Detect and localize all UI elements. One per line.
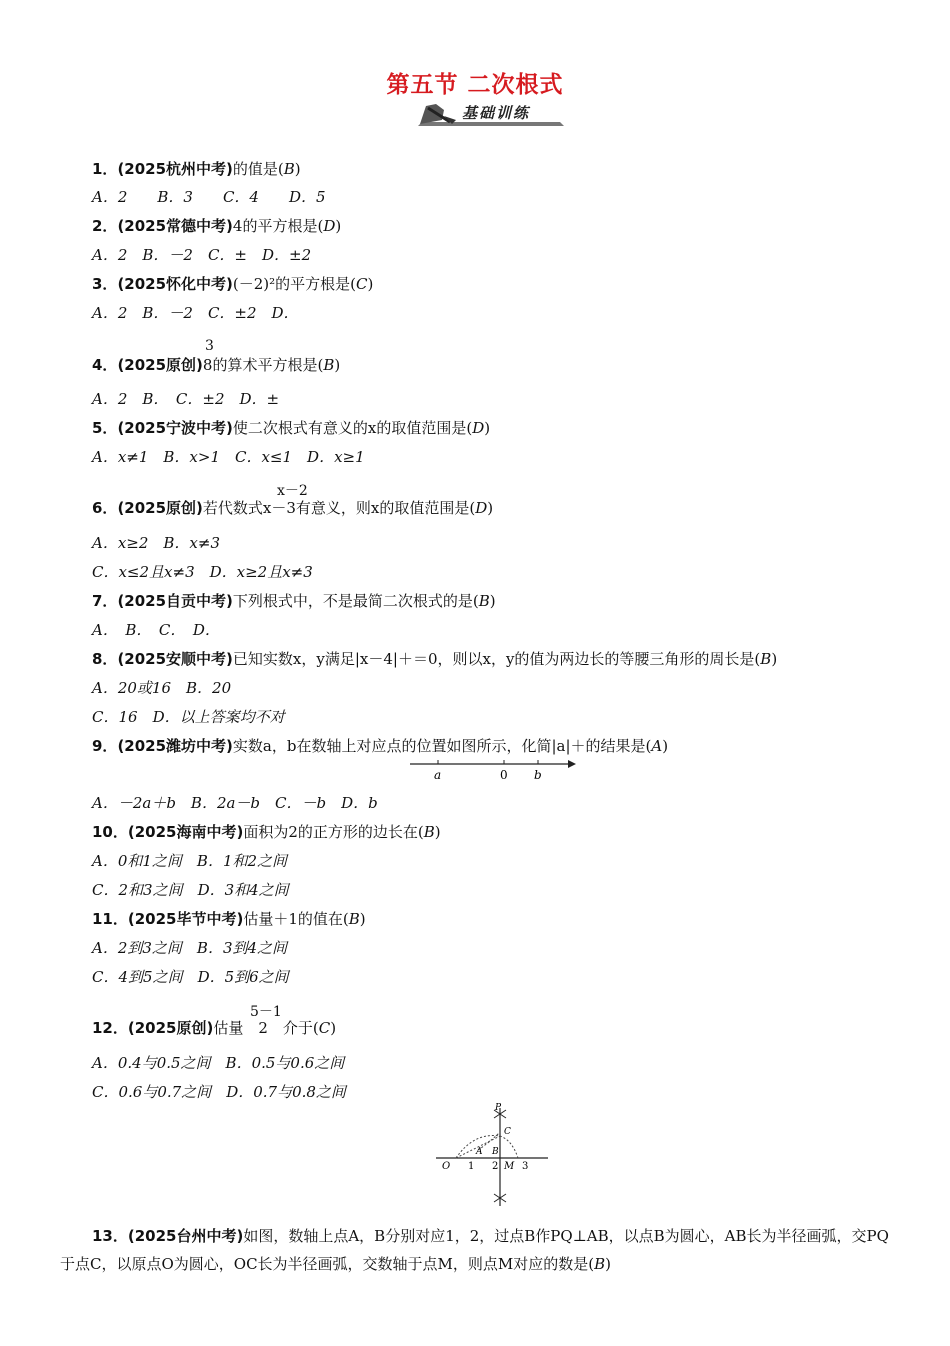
- question-2: 2．(2025常德中考)4的平方根是(D): [92, 217, 342, 235]
- answer: B: [423, 823, 435, 841]
- question-12-options-1: A．0.4与0.5之间 B．0.5与0.6之间: [92, 1054, 345, 1072]
- question-10-options-1: A．0和1之间 B．1和2之间: [92, 852, 288, 870]
- answer: D: [323, 217, 336, 235]
- label-p: P: [495, 1103, 502, 1113]
- cube-root-index: 3: [205, 338, 214, 354]
- answer: B: [348, 910, 360, 928]
- section-subtitle: 基础训练: [462, 104, 531, 122]
- question-6: 6．(2025原创)若代数式x－3有意义，则x的取值范围是(D): [92, 499, 494, 517]
- answer: D: [475, 499, 488, 517]
- question-10: 10．(2025海南中考)面积为2的正方形的边长在(B): [92, 823, 441, 841]
- question-12-options-2: C．0.6与0.7之间 D．0.7与0.8之间: [92, 1083, 346, 1101]
- fraction-numerator: x－2: [277, 483, 308, 499]
- answer: B: [478, 592, 490, 610]
- question-8-options-1: A．20或16 B．20: [92, 679, 232, 697]
- tick-2: 2: [492, 1161, 499, 1172]
- tick-3: 3: [522, 1161, 529, 1172]
- question-6-options-2: C．x≤2且x≠3 D．x≥2且x≠3: [92, 563, 313, 581]
- point-b-label: b: [534, 768, 542, 782]
- point-a-label: a: [434, 768, 442, 782]
- section-banner: [414, 100, 566, 130]
- question-12: 12．(2025原创)估量 2 介于(C): [92, 1019, 337, 1037]
- question-7-options: A． B． C． D．: [92, 621, 220, 639]
- label-m: M: [504, 1161, 515, 1172]
- question-11: 11．(2025毕节中考)估量＋1的值在(B): [92, 910, 366, 928]
- question-6-options-1: A．x≥2 B．x≠3: [92, 534, 220, 552]
- answer: B: [283, 160, 295, 178]
- question-4: 4．(2025原创)8的算术平方根是(B): [92, 356, 341, 374]
- question-7: 7．(2025自贡中考)下列根式中，不是最简二次根式的是(B): [92, 592, 496, 610]
- page-title: 第五节 二次根式: [386, 72, 564, 98]
- question-3: 3．(2025怀化中考)(－2)²的平方根是(C): [92, 275, 374, 293]
- label-b: B: [492, 1147, 499, 1157]
- question-8: 8．(2025安顺中考)已知实数x，y满足|x－4|＋＝0，则以x，y的值为两边长的等腰三角形的周长是(B): [92, 650, 778, 668]
- question-11-options-2: C．4到5之间 D．5到6之间: [92, 968, 289, 986]
- question-9-options: A．－2a＋b B．2a－b C．－b D．b: [92, 794, 378, 812]
- question-8-options-2: C．16 D．以上答案均不对: [92, 708, 285, 726]
- question-9: 9．(2025潍坊中考)实数a，b在数轴上对应点的位置如图所示，化简|a|＋的结果是(A): [92, 737, 669, 755]
- answer: A: [651, 737, 663, 755]
- question-1: 1．(2025杭州中考)的值是(B): [92, 160, 301, 178]
- tick-1: 1: [468, 1161, 475, 1172]
- answer: C: [356, 275, 368, 293]
- answer: D: [472, 419, 485, 437]
- label-a: A: [476, 1147, 483, 1157]
- label-c: C: [504, 1127, 511, 1137]
- answer: B: [594, 1255, 606, 1273]
- question-10-options-2: C．2和3之间 D．3和4之间: [92, 881, 289, 899]
- question-4-options: A．2 B． C．±2 D．±: [92, 390, 280, 408]
- construction-figure: [434, 1102, 550, 1212]
- number-line-figure: [408, 755, 578, 783]
- question-3-options: A．2 B．－2 C．±2 D．: [92, 304, 299, 322]
- question-5: 5．(2025宁波中考)使二次根式有意义的x的取值范围是(D): [92, 419, 491, 437]
- question-13: 13．(2025台州中考)如图，数轴上点A，B分别对应1，2，过点B作PQ⊥AB，以点B为圆心，AB长为半径画弧，交PQ于点C，以原点O为圆心，OC长为半径画弧，交数轴于点M，则点M对应的数是(B): [60, 1227, 889, 1273]
- question-11-options-1: A．2到3之间 B．3到4之间: [92, 939, 288, 957]
- question-1-options: A．2 B．3 C．4 D．5: [92, 188, 326, 206]
- answer: B: [760, 650, 772, 668]
- fraction-numerator: 5－1: [250, 1004, 282, 1020]
- label-o: O: [442, 1161, 451, 1172]
- answer: B: [323, 356, 335, 374]
- question-5-options: A．x≠1 B．x>1 C．x≤1 D．x≥1: [92, 448, 365, 466]
- answer: C: [318, 1019, 331, 1037]
- origin-label: 0: [500, 768, 508, 782]
- question-2-options: A．2 B．－2 C．± D．±2: [92, 246, 312, 264]
